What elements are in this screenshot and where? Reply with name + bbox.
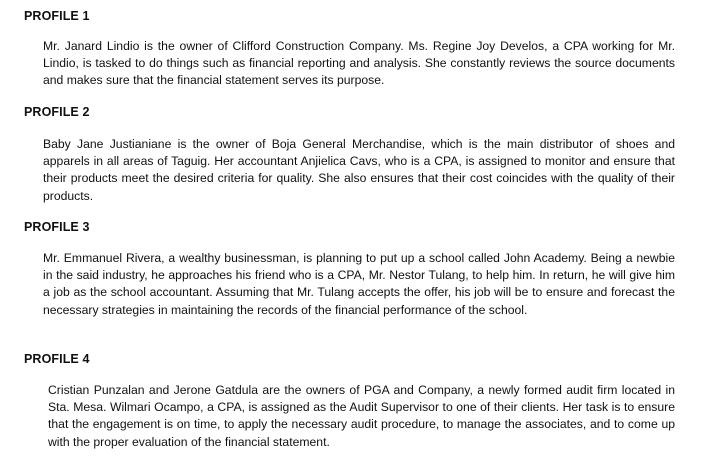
profile-3-text: Mr. Emmanuel Rivera, a wealthy businessman, is planning to put up a school called John Academy. Being a newbie in the said industry, he approaches his friend who is a CPA, Mr. Nestor Tulang, to help him. In return, he will give him a job as the school accountant. Assuming that Mr. Tulang accepts the offer, his job will be to ensure and forecast the necessary strategies in maintaining the records of the financial performance of the school.: [43, 251, 675, 317]
profile-2-heading: PROFILE 2: [24, 105, 90, 119]
profile-1-text: Mr. Janard Lindio is the owner of Clifford Construction Company. Ms. Regine Joy Develos, a CPA working for Mr. Lindio, is tasked to do things such as financial reporting and analysis. She constantly reviews the source documents and makes sure that the financial statement serves its purpose.: [43, 39, 675, 88]
profile-2-text: Baby Jane Justianiane is the owner of Boja General Merchandise, which is the main distributor of shoes and apparels in all areas of Taguig. Her accountant Anjielica Cavs, who is a CPA, is assigned to monitor and ensure that their products meet the desired criteria for quality. She also ensures that their cost coincides with the quality of their products.: [43, 137, 675, 203]
profile-4-text: Cristian Punzalan and Jerone Gatdula are the owners of PGA and Company, a newly formed audit firm located in Sta. Mesa. Wilmari Ocampo, a CPA, is assigned as the Audit Supervisor to one of their clients. Her task is to ensure that the engagement is on time, to apply the necessary audit procedure, to manage the associates, and to come up with the proper evaluation of the financial statement.: [48, 383, 675, 449]
profile-4-heading: PROFILE 4: [24, 352, 90, 366]
profile-3-heading: PROFILE 3: [24, 220, 90, 234]
profile-1-heading: PROFILE 1: [24, 9, 90, 23]
